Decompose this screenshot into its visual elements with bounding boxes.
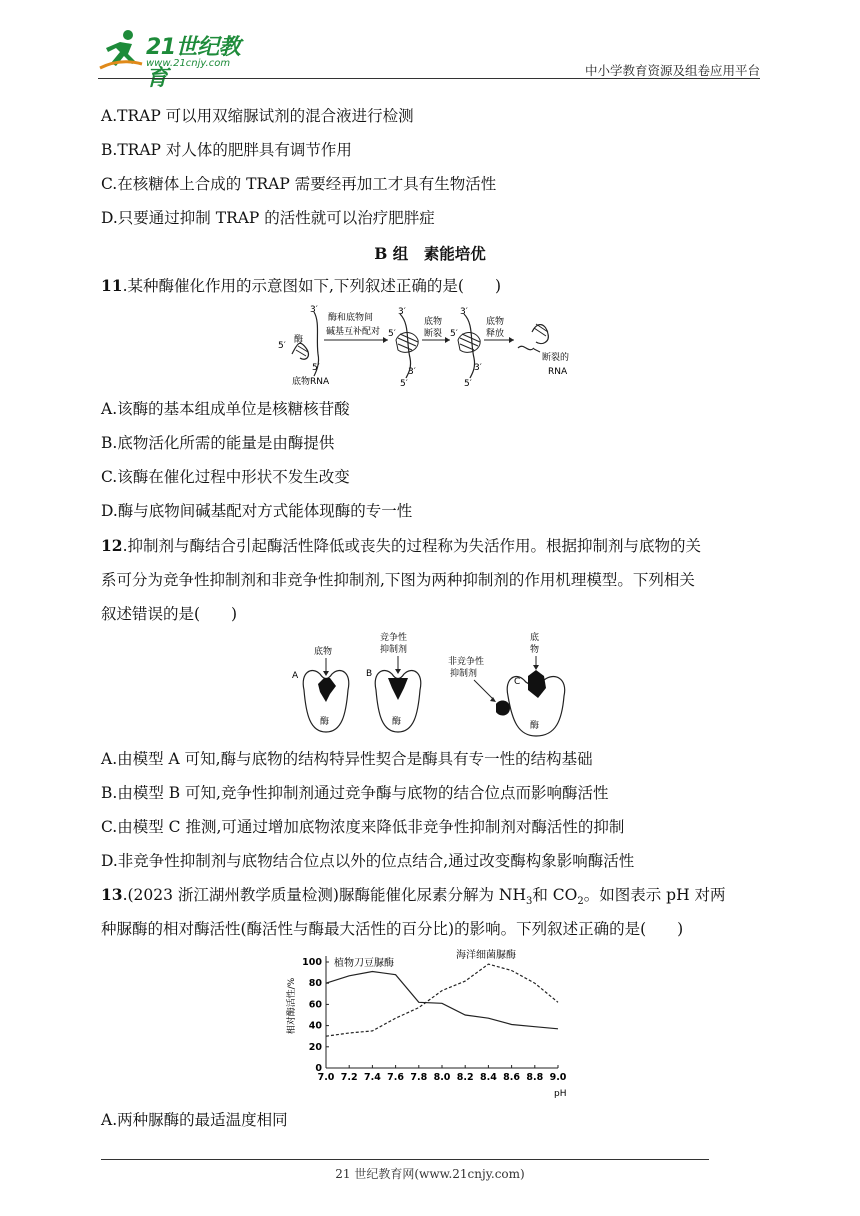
substrate-c-label-b: 物 <box>530 645 540 655</box>
chart-series <box>326 964 558 1036</box>
platform-name: 中小学教育资源及组卷应用平台 <box>584 63 760 78</box>
end-3-label-s3b: 3′ <box>474 363 482 373</box>
model-a-label: A <box>292 671 299 681</box>
competitive-label-b: 抑制剂 <box>380 645 408 655</box>
competitive-label-a: 竞争性 <box>380 633 408 643</box>
logo-url: www.21cnjy.com <box>146 58 231 69</box>
product-label-b: RNA <box>548 367 568 377</box>
q12-option-b: B.由模型 B 可知,竞争性抑制剂通过竞争酶与底物的结合位点而影响酶活性 <box>101 784 609 802</box>
model-b-label: B <box>366 669 373 679</box>
product-label-a: 断裂的 <box>542 353 570 363</box>
end-5-label-s2: 5′ <box>388 329 396 339</box>
q11-option-c: C.该酶在催化过程中形状不发生改变 <box>101 468 350 486</box>
page-footer: 21 世纪教育网(www.21cnjy.com) <box>335 1167 525 1181</box>
series-line-plant-urease <box>326 972 558 1029</box>
end-5-label-b: 5′ <box>312 363 320 373</box>
page-header <box>98 28 760 91</box>
q12-stem-line2: 系可分为竞争性抑制剂和非竞争性抑制剂,下图为两种抑制剂的作用机理模型。下列相关 <box>101 571 695 589</box>
q10-option-a: A.TRAP 可以用双缩脲试剂的混合液进行检测 <box>101 107 414 125</box>
enzyme-label-a: 酶 <box>320 717 330 727</box>
q12-option-d: D.非竞争性抑制剂与底物结合位点以外的位点结合,通过改变酶构象影响酶活性 <box>101 852 635 870</box>
x-axis-label: pH <box>554 1089 567 1099</box>
header-divider <box>98 78 760 79</box>
x-tick-label: 7.2 <box>340 1072 358 1083</box>
q10-option-b: B.TRAP 对人体的肥胖具有调节作用 <box>101 141 352 159</box>
step3-label-a: 底物 <box>486 317 505 327</box>
enzyme-label-c: 酶 <box>530 721 540 731</box>
footer-divider <box>101 1159 709 1160</box>
enzyme-label: 酶 <box>294 335 304 345</box>
legend-marine-urease: 海洋细菌脲酶 <box>456 950 516 961</box>
q11-stem <box>101 276 501 296</box>
end-3-label-s2: 3′ <box>398 307 406 317</box>
q12-number: 12 <box>101 536 123 555</box>
substrate-label-a: 底物 <box>314 647 333 657</box>
q13-number: 13 <box>101 885 123 904</box>
y-axis-label: 相对酶活性/% <box>287 977 297 1035</box>
q13-stem-b: 和 CO <box>532 886 578 904</box>
substrate-c-label-a: 底 <box>530 633 540 643</box>
end-3-label-s2b: 3′ <box>408 367 416 377</box>
q10-option-c: C.在核糖体上合成的 TRAP 需要经再加工才具有生物活性 <box>101 175 497 193</box>
x-tick-label: 8.2 <box>456 1072 474 1083</box>
end-5-label-s3b: 5′ <box>464 379 472 389</box>
y-tick-label: 60 <box>308 999 322 1011</box>
y-tick-label: 20 <box>308 1041 322 1053</box>
model-c-label: C <box>514 677 521 687</box>
noncompetitive-label-a: 非竞争性 <box>448 657 485 667</box>
q11-option-d: D.酶与底物间碱基配对方式能体现酶的专一性 <box>101 502 413 520</box>
logo-text: 21世纪教育 <box>146 35 241 91</box>
x-tick-label: 8.8 <box>526 1072 544 1083</box>
end-3-label: 3′ <box>310 305 318 315</box>
q12-stem-text-1: .抑制剂与酶结合引起酶活性降低或丧失的过程称为失活作用。根据抑制剂与底物的关 <box>122 537 702 555</box>
y-tick-label: 0 <box>315 1063 322 1074</box>
q12-inhibitor-diagram <box>290 628 580 740</box>
q11-enzyme-diagram <box>270 298 600 390</box>
q12-stem-line1 <box>101 536 701 556</box>
enzyme-label-b: 酶 <box>392 717 402 727</box>
step1-label-b: 碱基互补配对 <box>326 327 381 337</box>
nh3-subscript: 3 <box>525 896 533 908</box>
x-tick-label: 8.0 <box>433 1072 451 1083</box>
step3-label-b: 释放 <box>486 329 505 339</box>
q13-stem-c: 。如图表示 pH 对两 <box>583 886 726 904</box>
y-tick-label: 80 <box>308 978 322 990</box>
q13-option-a: A.两种脲酶的最适温度相同 <box>101 1111 288 1129</box>
x-tick-label: 7.4 <box>363 1072 381 1083</box>
end-3-label-s3: 3′ <box>460 307 468 317</box>
runner-logo-icon <box>98 28 144 72</box>
q11-option-a: A.该酶的基本组成单位是核糖核苷酸 <box>101 400 350 418</box>
co2-subscript: 2 <box>577 896 584 908</box>
step1-label-a: 酶和底物间 <box>328 313 374 323</box>
site-logo <box>98 28 258 91</box>
x-tick-label: 8.4 <box>479 1072 497 1083</box>
x-tick-label: 7.8 <box>410 1072 428 1083</box>
x-tick-label: 9.0 <box>549 1072 567 1083</box>
y-tick-label: 100 <box>302 957 322 968</box>
q13-stem-line1 <box>101 885 726 912</box>
q11-number: 11 <box>101 276 123 295</box>
end-5-label-s2b: 5′ <box>400 379 408 389</box>
q10-option-d: D.只要通过抑制 TRAP 的活性就可以治疗肥胖症 <box>101 209 435 227</box>
y-tick-label: 40 <box>308 1020 322 1032</box>
section-title: B 组 素能培优 <box>374 244 486 263</box>
substrate-rna-label: 底物RNA <box>292 377 330 387</box>
q12-option-a: A.由模型 A 可知,酶与底物的结构特异性契合是酶具有专一性的结构基础 <box>101 750 593 768</box>
x-tick-label: 8.6 <box>503 1072 521 1083</box>
ph-activity-chart <box>282 942 582 1100</box>
q11-option-b: B.底物活化所需的能量是由酶提供 <box>101 434 335 452</box>
x-tick-label: 7.6 <box>387 1072 405 1083</box>
q12-stem-line3: 叙述错误的是( ) <box>101 605 238 623</box>
q13-stem-a: .(2023 浙江湖州教学质量检测)脲酶能催化尿素分解为 NH <box>122 886 526 904</box>
step2-label-a: 底物 <box>424 317 443 327</box>
noncompetitive-label-b: 抑制剂 <box>450 669 478 679</box>
q13-stem-line2: 种脲酶的相对酶活性(酶活性与酶最大活性的百分比)的影响。下列叙述正确的是( ) <box>101 920 684 938</box>
legend-plant-urease: 植物刀豆脲酶 <box>334 958 394 969</box>
chart-axes <box>302 956 567 1083</box>
end-5-label: 5′ <box>278 341 286 351</box>
step2-label-b: 断裂 <box>424 329 443 339</box>
x-tick-label: 7.0 <box>317 1072 335 1083</box>
end-5-label-s3: 5′ <box>450 329 458 339</box>
q11-stem-text: .某种酶催化作用的示意图如下,下列叙述正确的是( ) <box>122 277 502 295</box>
q12-option-c: C.由模型 C 推测,可通过增加底物浓度来降低非竞争性抑制剂对酶活性的抑制 <box>101 818 625 836</box>
